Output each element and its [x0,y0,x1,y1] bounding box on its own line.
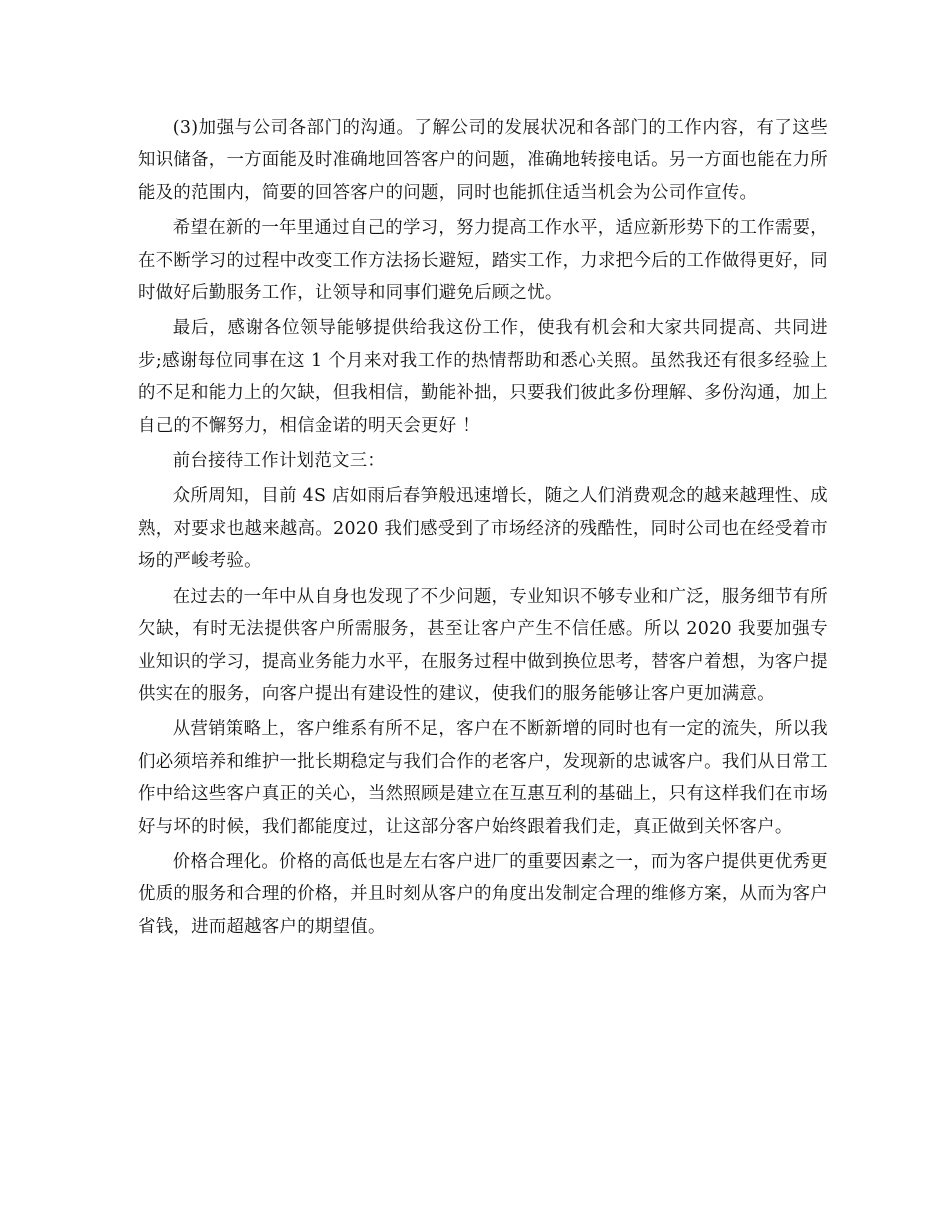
document-page [138,112,828,946]
section-heading: 前台接待工作计划范文三： [172,451,386,472]
paragraph-marketing-strategy: 从营销策略上，客户维系有所不足，客户在不断新增的同时也有一定的流失，所以我们必须培养和维护一批长期稳定与我们合作的老客户，发现新的忠诚客户。我们从日常工作中给这些客户真正的关心，当然照顾是建立在互惠互利的基础上，只有这样我们在市场好与坏的时候，我们都能度过，让这部分客户始终跟着我们走，真正做到关怀客户。 [138,719,828,837]
paragraph-market-growth: 众所周知，目前 4S 店如雨后春笋般迅速增长，随之人们消费观念的越来越理性、成熟，对要求也越来越高。2020 我们感受到了市场经济的残酷性，同时公司也在经受着市场的严峻考验。 [138,486,828,572]
paragraph-past-year-problems: 在过去的一年中从自身也发现了不少问题，专业知识不够专业和广泛，服务细节有所欠缺，有时无法提供客户所需服务，甚至让客户产生不信任感。所以 2020 我要加强专业知识的学习，提高业务能力水平，在服务过程中做到换位思考，替客户着想，为客户提供实在的服务，向客户提出有建设性的建议，使我们的服务能够让客户更加满意。 [138,586,828,704]
paragraph-communication: (3)加强与公司各部门的沟通。了解公司的发展状况和各部门的工作内容，有了这些知识储备，一方面能及时准确地回答客户的问题，准确地转接电话。另一方面也能在力所能及的范围内，简要的回答客户的问题，同时也能抓住适当机会为公司作宣传。 [138,118,828,203]
paragraph-new-year-hope: 希望在新的一年里通过自己的学习，努力提高工作水平，适应新形势下的工作需要，在不断学习的过程中改变工作方法扬长避短，踏实工作，力求把今后的工作做得更好，同时做好后勤服务工作，让领导和同事们避免后顾之忧。 [138,218,828,304]
paragraph-thanks: 最后，感谢各位领导能够提供给我这份工作，使我有机会和大家共同提高、共同进步;感谢每位同事在这 1 个月来对我工作的热情帮助和悉心关照。虽然我还有很多经验上的不足和能力上的欠缺，但我相信，勤能补拙，只要我们彼此多份理解、多份沟通，加上自己的不懈努力，相信金诺的明天会更好 ！ [138,318,828,436]
paragraph-pricing: 价格合理化。价格的高低也是左右客户进厂的重要因素之一，而为客户提供更优秀更优质的服务和合理的价格，并且时刻从客户的角度出发制定合理的维修方案，从而为客户省钱，进而超越客户的期望值。 [138,851,828,937]
